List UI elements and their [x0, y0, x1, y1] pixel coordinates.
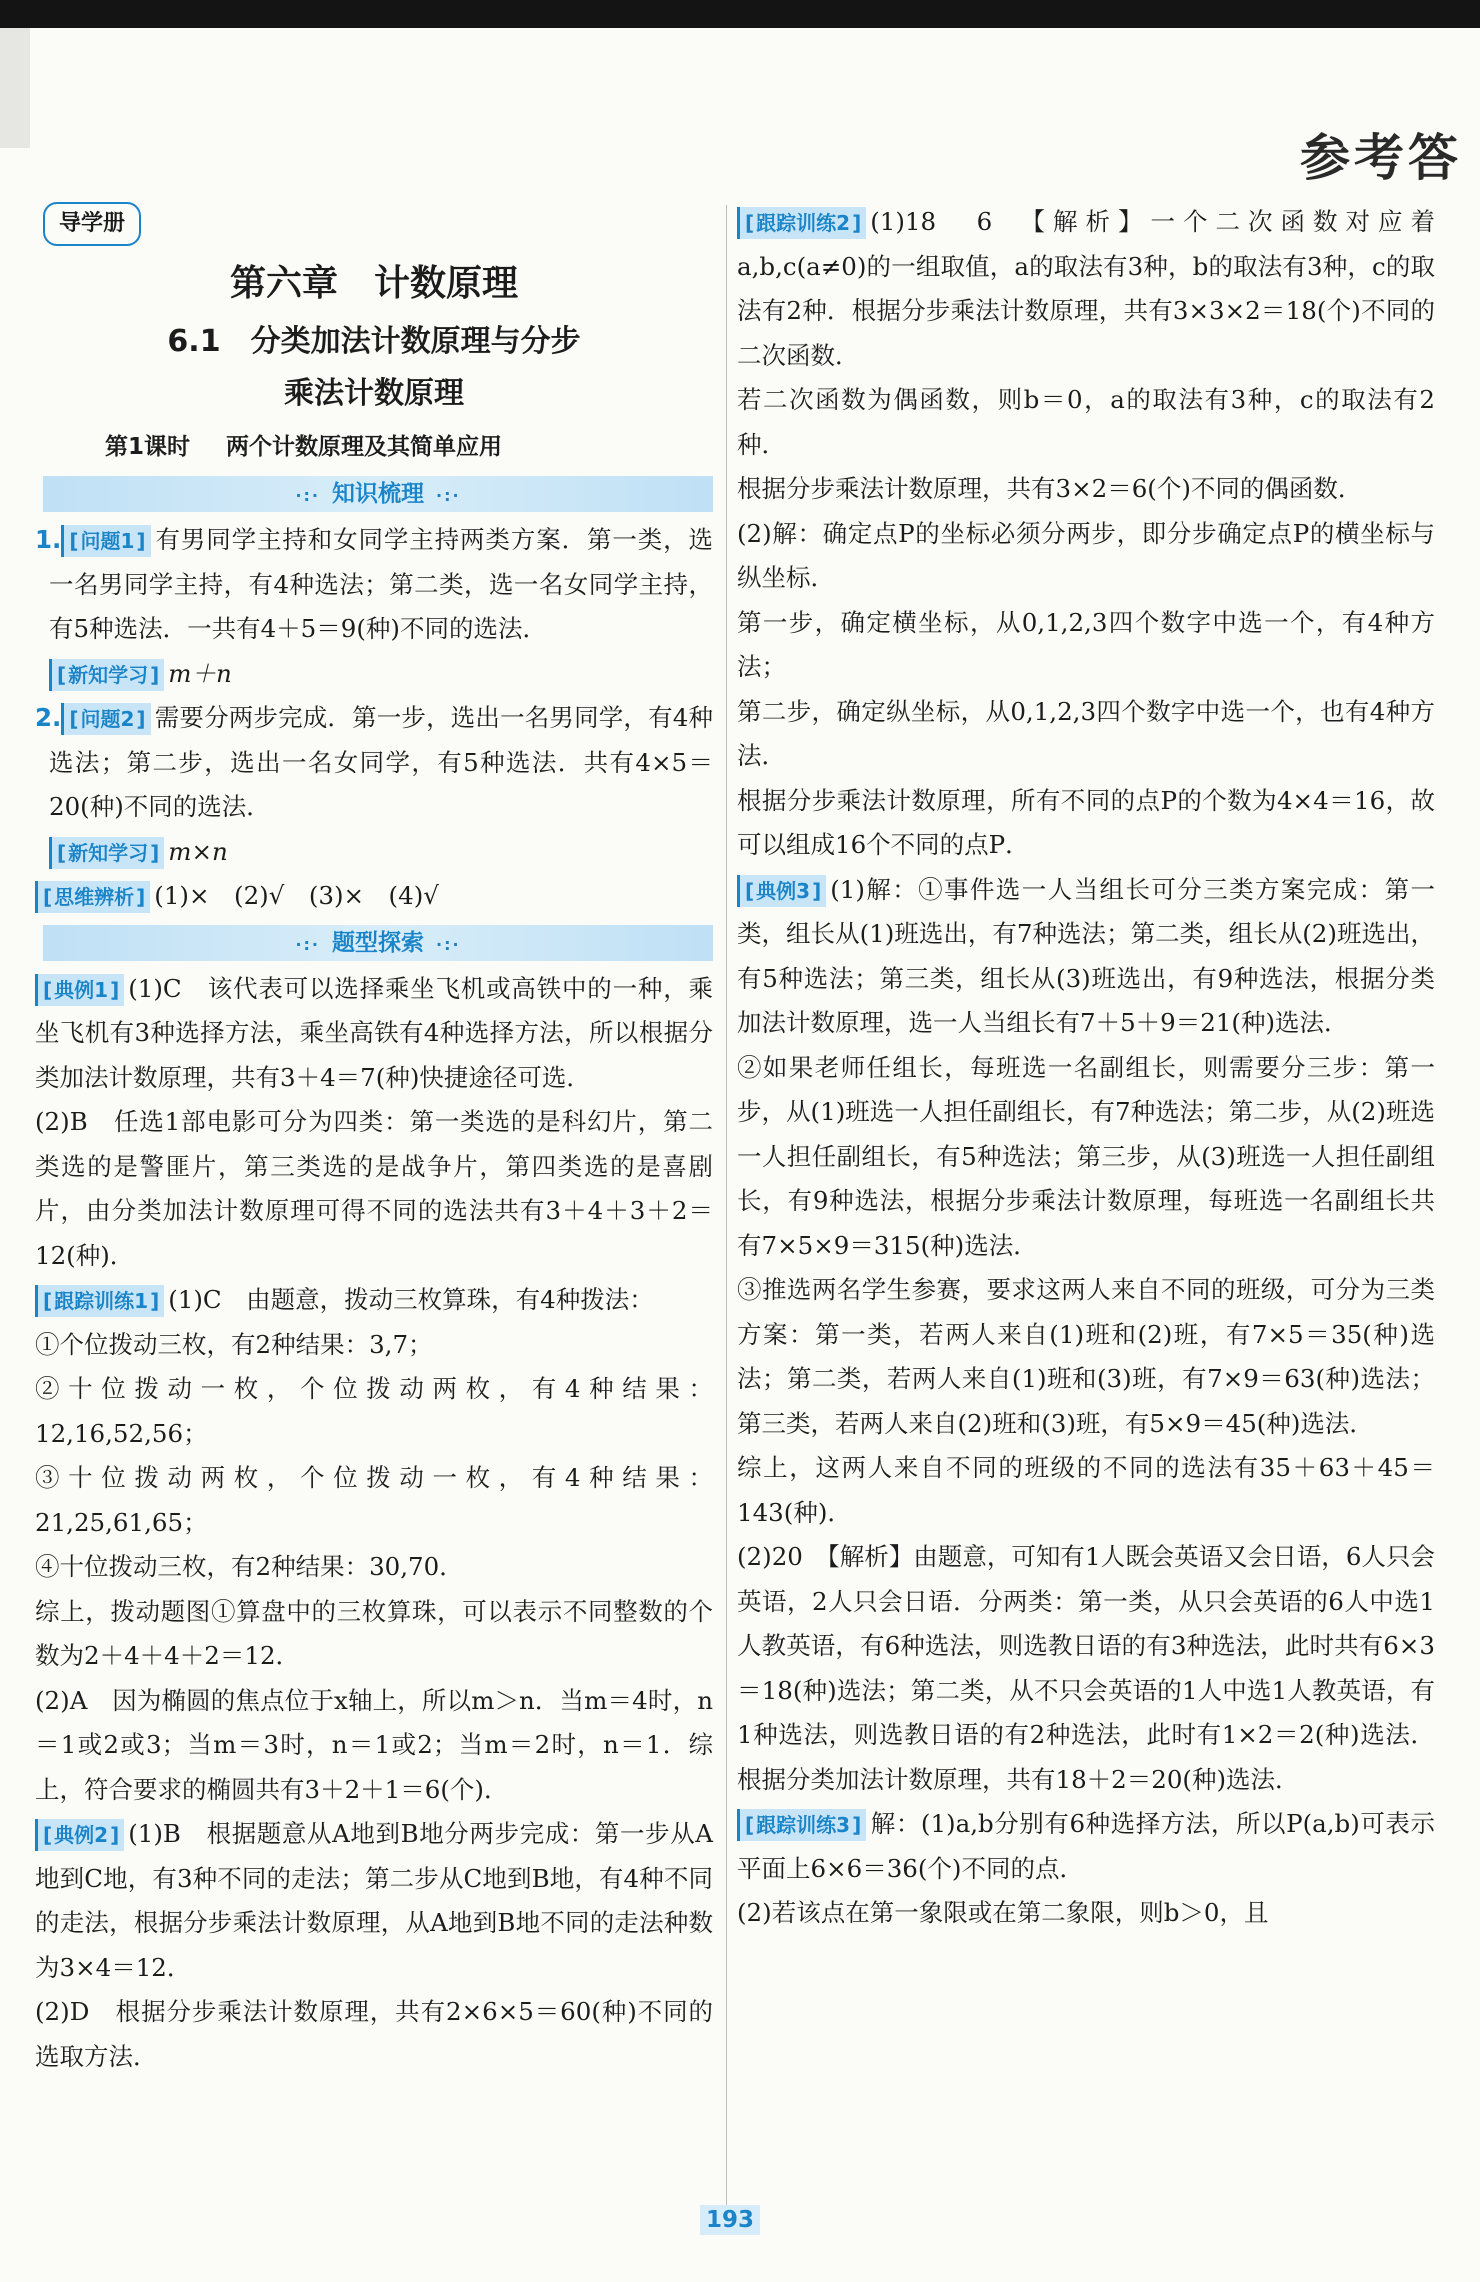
band-dots-right: ·:· — [436, 486, 461, 505]
answer-block — [737, 868, 1435, 1046]
answer-block — [737, 1446, 1435, 1535]
answer-block — [35, 1990, 713, 2079]
answer-text: ③十位拨动两枚，个位拨动一枚，有4种结果：21,25,61,65； — [35, 1463, 713, 1537]
answer-text: 综上，拨动题图①算盘中的三枚算珠，可以表示不同整数的个数为2＋4＋4＋2＝12． — [35, 1596, 713, 1670]
answer-text: (1)C 该代表可以选择乘坐飞机或高铁中的一种，乘坐飞机有3种选择方法，乘坐高铁有4种选择方法，所以根据分类加法计数原理，共有3＋4＝7(种)快捷途径可选． — [35, 973, 713, 1092]
column-divider — [726, 205, 727, 2220]
answer-text: 根据分步乘法计数原理，所有不同的点P的个数为4×4＝16，故可以组成16个不同的点P． — [737, 785, 1435, 859]
answer-text: (2)若该点在第一象限或在第二象限，则b＞0，且 — [737, 1898, 1269, 1927]
label-tag: [ 跟踪训练3 ] — [737, 1809, 866, 1841]
band-knowledge — [43, 476, 713, 512]
answer-text: 需要分两步完成．第一步，选出一名男同学，有4种选法；第二步，选出一名女同学，有5种选法．共有4×5＝20(种)不同的选法． — [49, 703, 713, 821]
answer-text: (2)B 任选1部电影可分为四类：第一类选的是科幻片，第二类选的是警匪片，第三类选的是战争片，第四类选的是喜剧片，由分类加法计数原理可得不同的选法共有3＋4＋3＋2＝12(种)． — [35, 1107, 713, 1270]
page-corner-shade — [0, 28, 30, 148]
answer-text: (2)D 根据分步乘法计数原理，共有2×6×5＝60(种)不同的选取方法． — [35, 1997, 713, 2071]
answer-block — [35, 1278, 713, 1323]
lesson-title: 两个计数原理及其简单应用 — [226, 434, 503, 460]
answer-block — [737, 690, 1435, 779]
band-knowledge-label: 知识梳理 — [332, 481, 424, 507]
label-tag: [ 问题1 ] — [61, 525, 150, 557]
answer-text: ①个位拨动三枚，有2种结果：3,7； — [35, 1329, 433, 1359]
answer-block — [35, 518, 713, 652]
answer-block — [737, 378, 1435, 467]
chapter-title: 第六章 计数原理 — [229, 263, 518, 304]
item-number: 2. — [35, 703, 62, 732]
answer-block — [35, 1812, 713, 1990]
answer-block — [35, 1100, 713, 1278]
answer-block — [35, 1323, 713, 1368]
band-dots-left: ·:· — [295, 934, 320, 954]
answer-text: (2)20 【解析】由题意，可知有1人既会英语又会日语，6人只会英语，2人只会日语．分两类：第一类，从只会英语的6人中选1人教英语，有6种选法，则选教日语的有3种选法，此时共有6×3＝18(种)选法；第二类，从不只会英语的1人中选1人教英语，有1种选法，则选教日语的有2种选法，此时有1×2＝2(种)选法．根据分类加法计数原理，共有18＋2＝20(种)选法． — [737, 1542, 1435, 1794]
answer-block — [35, 1679, 713, 1813]
label-tag: [ 典例3 ] — [737, 875, 826, 907]
answer-block — [737, 779, 1435, 868]
band-dots-left: ·:· — [295, 486, 320, 505]
answer-text: 综上，这两人来自不同的班级的不同的选法有35＋63＋45＝143(种)． — [737, 1453, 1435, 1527]
answer-block — [737, 512, 1435, 601]
item-number: 1. — [35, 525, 62, 554]
top-dark-border — [0, 0, 1480, 28]
answer-text: ④十位拨动三枚，有2种结果：30,70． — [35, 1552, 464, 1581]
answer-block — [737, 1046, 1435, 1269]
label-tag: [ 思维辨析 ] — [35, 881, 150, 913]
label-tag: [ 新知学习 ] — [49, 837, 164, 869]
label-tag: [ 跟踪训练2 ] — [737, 207, 866, 239]
answer-block — [35, 967, 713, 1101]
answer-block — [35, 1545, 713, 1590]
answer-block — [737, 1535, 1435, 1802]
lesson-heading — [105, 424, 713, 470]
answer-text: m＋n — [168, 658, 232, 688]
answer-text: (1)C 由题意，拨动三枚算珠，有4种拨法： — [168, 1285, 654, 1314]
label-tag: [ 典例2 ] — [35, 1819, 124, 1851]
answer-block — [737, 1268, 1435, 1446]
answer-block — [737, 1891, 1435, 1936]
header-title: 参考答 — [1300, 129, 1462, 187]
band-types-label: 题型探索 — [332, 929, 424, 956]
band-dots-right: ·:· — [436, 934, 461, 954]
answer-text: (2)解：确定点P的坐标必须分两步，即分步确定点P的横坐标与纵坐标． — [737, 518, 1435, 592]
answer-text: (1)解：①事件选一人当组长可分三类方案完成：第一类，组长从(1)班选出，有7种选法；第二类，组长从(2)班选出，有5种选法；第三类，组长从(3)班选出，有9种选法，根据分类加法计数原理，选一人当组长有7＋5＋9＝21(种)选法． — [737, 874, 1435, 1037]
right-column — [737, 200, 1435, 1936]
answer-text: 第一步，确定横坐标，从0,1,2,3四个数字中选一个，有4种方法； — [737, 607, 1435, 681]
answer-text: 解：(1)a,b分别有6种选择方法，所以P(a,b)可表示平面上6×6＝36(个)不同的点． — [737, 1809, 1435, 1883]
label-tag: [ 典例1 ] — [35, 974, 124, 1006]
booklet-label: 导学册 — [43, 202, 141, 246]
answer-text: ③推选两名学生参赛，要求这两人来自不同的班级，可分为三类方案：第一类，若两人来自(1)班和(2)班，有7×5＝35(种)选法；第二类，若两人来自(1)班和(3)班，有7×9＝63(种)选法；第三类，若两人来自(2)班和(3)班，有5×9＝45(种)选法． — [737, 1275, 1435, 1438]
page-number: 193 — [700, 2205, 760, 2235]
left-column — [35, 200, 713, 2079]
answer-block — [737, 200, 1435, 378]
answer-text: (1)B 根据题意从A地到B地分两步完成：第一步从A地到C地，有3种不同的走法；第二步从C地到B地，有4种不同的走法，根据分步乘法计数原理，从A地到B地不同的走法种数为3×4＝12． — [35, 1819, 713, 1982]
label-tag: [ 问题2 ] — [61, 703, 150, 735]
label-tag: [ 新知学习 ] — [49, 659, 164, 691]
label-tag: [ 跟踪训练1 ] — [35, 1285, 164, 1317]
answer-text: m×n — [168, 836, 228, 866]
answer-block — [35, 1367, 713, 1456]
answer-text: ②十位拨动一枚，个位拨动两枚，有4种结果：12,16,52,56； — [35, 1374, 713, 1448]
band-types — [43, 925, 713, 961]
answer-text: 有男同学主持和女同学主持两类方案．第一类，选一名男同学主持，有4种选法；第二类，选一名女同学主持，有5种选法．一共有4＋5＝9(种)不同的选法． — [49, 525, 713, 643]
answer-block — [35, 1456, 713, 1545]
answer-text: (1)× (2)√ (3)× (4)√ — [154, 881, 439, 910]
answer-text: 第二步，确定纵坐标，从0,1,2,3四个数字中选一个，也有4种方法． — [737, 696, 1435, 770]
section-title-line2: 乘法计数原理 — [284, 376, 464, 411]
answer-block — [35, 652, 713, 697]
answer-text: ②如果老师任组长，每班选一名副组长，则需要分三步：第一步，从(1)班选一人担任副组长，有7种选法；第二步，从(2)班选一人担任副组长，有5种选法；第三步，从(3)班选一人担任副组长，有9种选法，根据分步乘法计数原理，每班选一名副组长共有7×5×9＝315(种)选法． — [737, 1052, 1435, 1260]
answer-block — [737, 467, 1435, 512]
answer-block — [35, 1590, 713, 1679]
answer-block — [35, 696, 713, 830]
answer-text: (1)18 6 【解析】一个二次函数对应着a,b,c(a≠0)的一组取值，a的取法有3种，b的取法有3种，c的取法有2种．根据分步乘法计数原理，共有3×3×2＝18(个)不同的二次函数． — [737, 207, 1435, 370]
answer-text: 根据分步乘法计数原理，共有3×2＝6(个)不同的偶函数． — [737, 474, 1363, 503]
answer-text: (2)A 因为椭圆的焦点位于x轴上，所以m＞n．当m＝4时，n＝1或2或3；当m＝3时，n＝1或2；当m＝2时，n＝1．综上，符合要求的椭圆共有3＋2＋1＝6(个)． — [35, 1685, 713, 1804]
answer-text: 若二次函数为偶函数，则b＝0，a的取法有3种，c的取法有2种． — [737, 385, 1435, 459]
answer-block — [35, 874, 713, 919]
answer-block — [737, 1802, 1435, 1891]
answer-block — [737, 601, 1435, 690]
section-title-line1: 6.1 分类加法计数原理与分步 — [167, 324, 581, 359]
answer-block — [35, 830, 713, 875]
lesson-number: 第1课时 — [105, 434, 191, 460]
